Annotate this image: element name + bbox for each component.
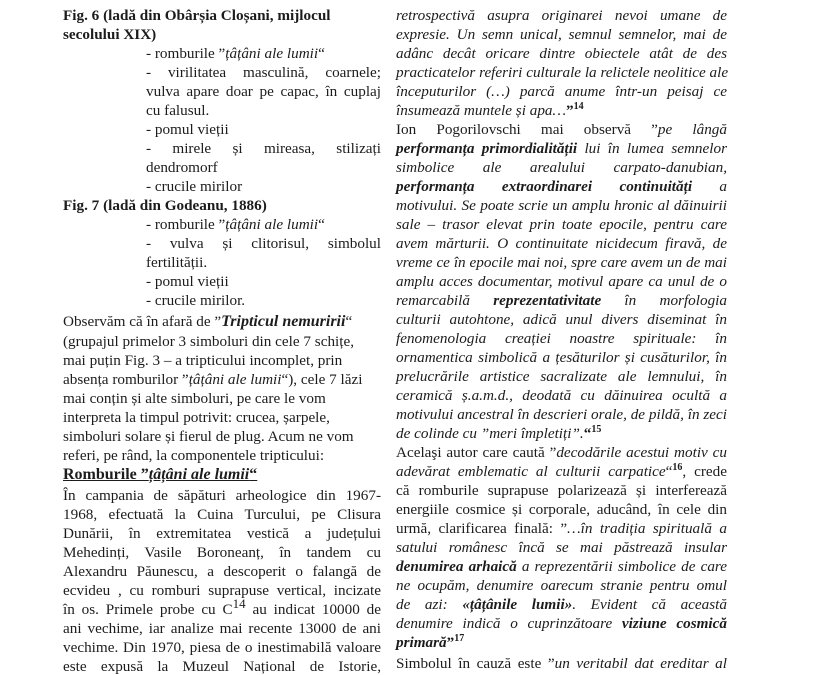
body-line: adevărat emblematic al culturii carpatice“$^{16}$, crede	[396, 461, 727, 480]
body-line: satului românesc încă se mai păstrează insular	[396, 539, 727, 556]
fig6-item-cruci: - crucile mirilor	[146, 178, 243, 195]
fig7-item-fertilitate: fertilității.	[146, 254, 208, 271]
body-line: culturii autohtone, adică unul divers diseminat în	[396, 311, 727, 328]
fig7-title: Fig. 7 (ladă din Godeanu, 1886)	[63, 197, 267, 214]
body-line: avem mărturii. O continuitate nicidecum firavă, de	[396, 235, 727, 252]
body-line: începuturilor (…) parcă anume într-un peisaj ce	[396, 83, 727, 100]
body-line: ornamentica simbolică a țesăturilor și cusăturilor, în	[396, 349, 727, 366]
body-line: amplu acces documentar, motivul apare ca unul de o	[396, 273, 727, 290]
obs-line: referi, pe rând, la componentele tripticului:	[63, 447, 325, 464]
fig6-item-pom: - pomul vieții	[146, 121, 229, 138]
body-line: performanța primordialității lui în lumea semnelor	[396, 140, 727, 157]
obs-line: interpreta la timpul potrivit: crucea, șarpele,	[63, 409, 330, 426]
body-line: prelucrările artistice sacralizate ale lemnului, în	[396, 368, 727, 385]
body-line: remarcabilă reprezentativitate în morfologia	[396, 292, 727, 309]
body-line: de azi: «țâțânile lumii». Evident că această	[396, 596, 727, 613]
fig6-title: Fig. 6 (ladă din Obârșia Cloșani, mijlocul	[63, 7, 331, 24]
body-line: adânc decât oricare dintre obiectele atât de des	[396, 45, 727, 62]
body-line: denumirea arhaică a reprezentării simbolice de care	[396, 558, 727, 575]
body-line: este expusă la Muzeul Național de Istorie,	[63, 658, 381, 675]
obs-line: mai puțin Fig. 3 – a tripticului incomplet, prin	[63, 352, 343, 369]
body-line: că romburile suprapuse polarizează și interferează	[396, 482, 727, 499]
body-line: motivului ancestral în descrieri orale, de pildă, în zeci	[396, 406, 727, 423]
obs-line: simboluri solare și fierul de plug. Acum ne vom	[63, 428, 354, 445]
body-line: performanța extraordinarei continuități a	[396, 178, 727, 195]
body-line: urmă, clarificarea finală: ”…în tradiția spirituală a	[396, 520, 727, 537]
fig7-item-pom: - pomul vieții	[146, 273, 229, 290]
fig6-item-mire: - mirele și mireasa, stilizați	[146, 140, 381, 157]
fig6-item-virilitate: - virilitatea masculină, coarnele;	[146, 64, 381, 81]
body-line: Acelaşi autor care caută ”decodările acestui motiv cu	[396, 444, 727, 461]
obs-line: absența romburilor ”țâțâni ale lumii“), cele 7 lăzi	[63, 371, 363, 388]
obs-line: (grupajul primelor 3 simboluri din cele 7 schițe,	[63, 333, 355, 350]
body-line: expresie. Un semn unical, semnul semnelor, mai de	[396, 26, 727, 43]
section-heading: Romburile ”țâțâni ale lumii“	[63, 466, 258, 483]
body-line: Alexandru Păunescu, a descoperit o falangă de	[63, 563, 381, 580]
body-line: 1968, efectuată la Cuina Turcului, pe Clisura	[63, 506, 381, 523]
body-line: Simbolul în cauză este ”un veritabil dat ereditar al	[396, 655, 727, 672]
body-line: primară”$^{17}$	[396, 632, 465, 651]
body-line: ceramică ș.a.m.d., deodată cu dăinuirea ocultă a	[396, 387, 727, 404]
body-line: ecvideu , cu romburi suprapuse vertical, incizate	[63, 582, 381, 599]
fig6-item-falus: cu falusul.	[146, 102, 210, 119]
obs-line: Observăm că în afară de ”Tripticul nemuririi“	[63, 313, 353, 330]
fig6-title-cont: secolului XIX)	[63, 26, 157, 43]
obs-line: mai conțin și alte simboluri, pe care le vom	[63, 390, 326, 407]
body-line: retrospectivă asupra originarei nevoi umane de	[396, 7, 727, 24]
body-line: fenomenologia creației noastre spirituale: în	[396, 330, 727, 347]
body-line: sale – trasor elevat prin toate epocile, pentru care	[396, 216, 727, 233]
fig7-item-vulva: - vulva și clitorisul, simbolul	[146, 235, 381, 252]
body-line: denumire indică o cuprinzătoare viziune cosmică	[396, 615, 727, 632]
body-line: practicatelor referiri culturale la relictele neolitice ale	[396, 64, 729, 81]
fig7-item-cruci: - crucile mirilor.	[146, 292, 246, 309]
fig7-item-romburi: - romburile ”țâțâni ale lumii“	[146, 216, 325, 233]
body-line: motivului. Se poate scrie un amplu hronic al dăinuirii	[396, 197, 727, 214]
body-line: ne ocupăm, denumire oarecum stranie pentru omul	[396, 577, 727, 594]
body-line: În campania de săpături arheologice din 1967-	[63, 487, 381, 504]
body-line: Ion Pogorilovschi mai observă ”pe lângă	[396, 121, 727, 138]
body-line: Dunării, în extremitatea vestică a județului	[63, 525, 381, 542]
fig6-item-dendromorf: dendromorf	[146, 159, 218, 176]
body-line: în os. Primele probe cu C14 au indicat 10000 de	[63, 596, 381, 618]
body-line: simbolice ale arealului carpato-danubian,	[396, 159, 727, 176]
fig6-item-romburi: - romburile ”țâțâni ale lumii“	[146, 45, 325, 62]
fig6-item-vulva: vulva apare doar pe capac, în cuplaj	[146, 83, 381, 100]
body-line: ani vechime, iar analize mai recente 13000 de ani	[63, 620, 381, 637]
body-line: energiile cosmice și corporale, aducând, în cele din	[396, 501, 727, 518]
body-line: de colinde cu ”meri împletiți”.“$^{15}$	[396, 423, 602, 442]
body-line: însumează muntele și apa…”$^{14}$	[396, 100, 584, 119]
body-line: Mehedinți, Vasile Boroneanț, în tandem cu	[63, 544, 381, 561]
body-line: vreme ce în epocile mai noi, spre care avem un de mai	[396, 254, 727, 271]
body-line: vechime. Din 1970, piesa de o inestimabilă valoare	[63, 639, 381, 656]
